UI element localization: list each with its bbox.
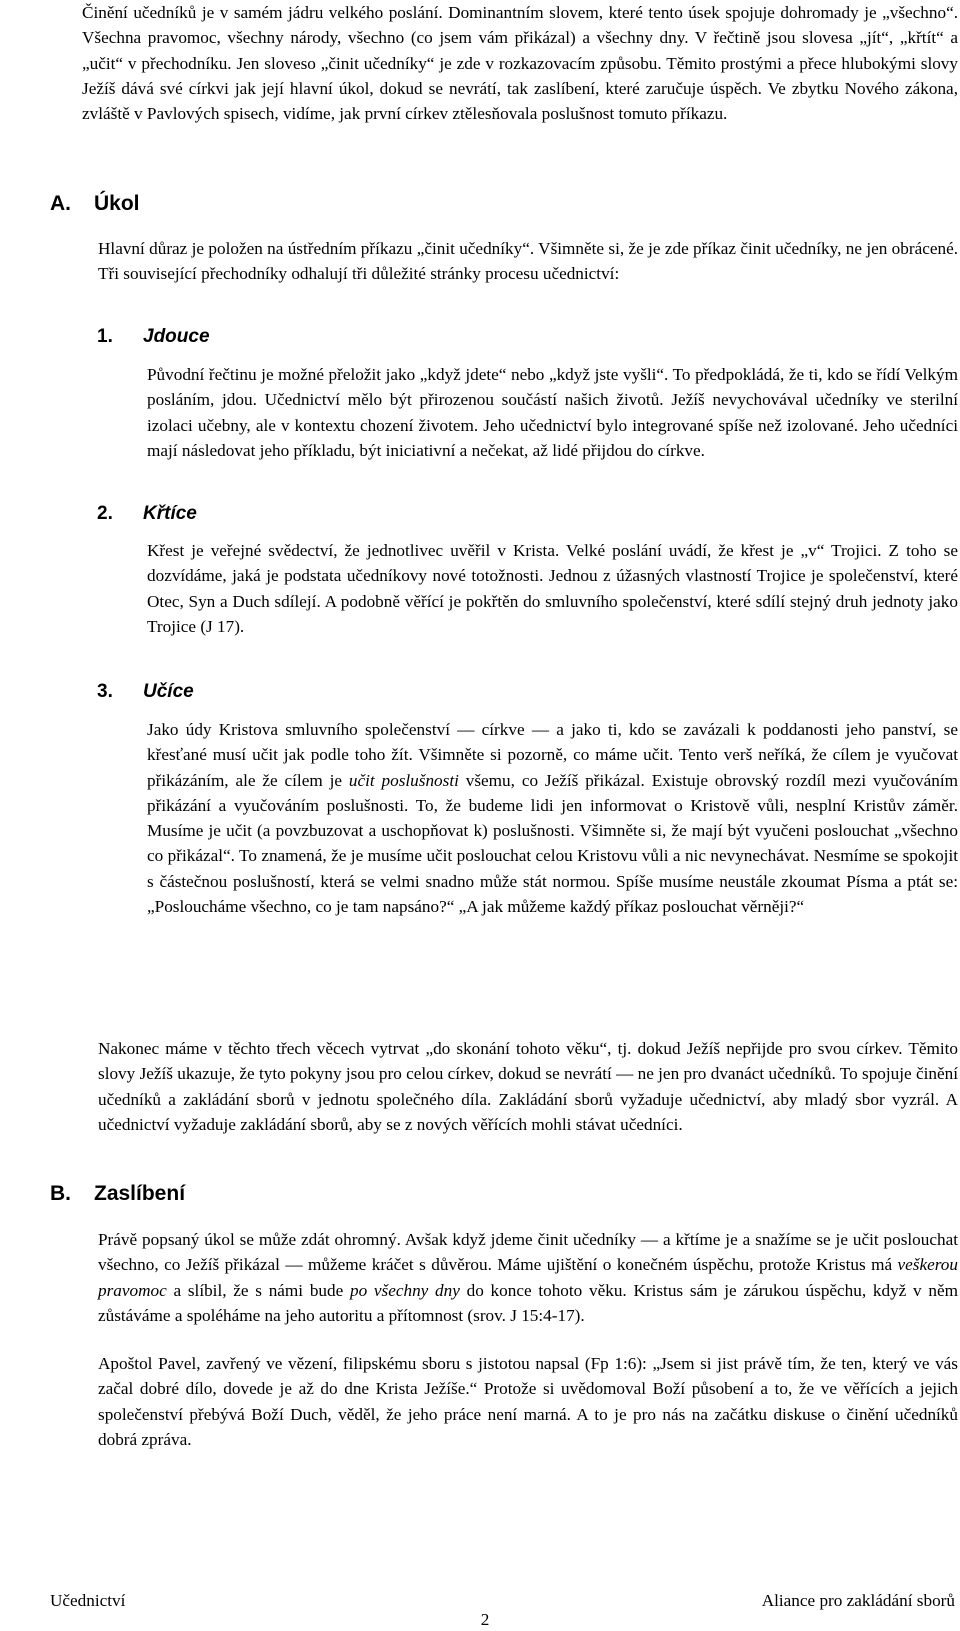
item-3-heading bbox=[97, 680, 397, 704]
footer-right: Aliance pro zakládání sborů bbox=[761, 1591, 955, 1610]
page-number: 2 bbox=[480, 1610, 490, 1629]
item-2-text: Křest je veřejné svědectví, že jednotlivec uvěřil v Krista. Velké poslání uvádí, že křest je „v“ Trojici. Z toho se dozvídáme, jaká je podstata učedníkovy nové totožnosti. Jednou z úžasných vlastností Trojice je společenství, které Otec, Syn a Duch sdílejí. A podobně věřící je pokřtěn do smluvního společenství, které sdílí stejný druh jednoty jako Trojice (J 17). bbox=[147, 541, 958, 636]
intro-paragraph: Činění učedníků je v samém jádru velkého poslání. Dominantním slovem, které tento úsek spojuje dohromady je „všechno“. Všechna pravomoc, všechny národy, všechno (co jsem vám přikázal) a všechny dny. V řečtině jsou slovesa „jít“, „křtít“ a „učit“ v přechodníku. Jen sloveso „činit učedníky“ je zde v rozkazovacím způsobu. Těmito prostými a přece hlubokými slovy Ježíš dává své církvi jak její hlavní úkol, dokud se nevrátí, tak zaslíbení, které zaručuje úspěch. Ve zbytku Nového zákona, zvláště v Pavlových spisech, vidíme, jak první církev ztělesňovala poslušnost tomuto příkazu. bbox=[82, 3, 958, 124]
item-3-number: 3. bbox=[97, 681, 113, 702]
item-3-title: Učíce bbox=[143, 681, 194, 702]
section-b-p1-part3: do konce tohoto věku. Kristus sám je zárukou úspěchu, když v něm zůstáváme a spoléháme na jeho autoritu a přítomnost (srov. J 15:4-17). bbox=[98, 1280, 958, 1325]
section-b-paragraph-2: Apoštol Pavel, zavřený ve vězení, filipskému sboru s jistotou napsal (Fp 1:6): „Jsem si jist právě tím, že ten, který ve vás začal dobré dílo, dovede je až do dne Krista Ježíše.“ Protože si uvědomoval Boží působení a to, že ve věřících a jejich společenství přebývá Boží Duch, věděl, že jeho práce není marná. A to je pro nás na začátku diskuse o činění učedníků dobrá zpráva. bbox=[98, 1354, 958, 1449]
section-b-letter: B. bbox=[50, 1182, 71, 1205]
section-b-p1-emphasis-1: veškerou pravomoc bbox=[98, 1255, 958, 1300]
section-b-p1-part1: Právě popsaný úkol se může zdát ohromný. Avšak když jdeme činit učedníky — a křtíme je a snažíme se je učit poslouchat všechno, co Ježíš přikázal — můžeme kráčet s důvěrou. Máme ujištění o konečném úspěchu, protože Kristus má bbox=[98, 1230, 958, 1275]
section-a-letter: A. bbox=[50, 192, 71, 215]
section-a-title: Úkol bbox=[94, 192, 140, 215]
item-2-title: Křtíce bbox=[143, 503, 197, 524]
item-3-text-before: Jako údy Kristova smluvního společenství — církve — a jako ti, kdo se zavázali k poddanosti jeho panství, se křesťané musí učit jak podle toho žít. Všimněte si pozorně, co máme učit. Tento verš neříká, že cílem je vyučovat přikázáním, ale že cílem je bbox=[147, 720, 958, 790]
item-1-heading bbox=[97, 325, 397, 349]
section-b-p1-part2: a slíbil, že s námi bude bbox=[166, 1280, 350, 1300]
item-1-number: 1. bbox=[97, 326, 113, 347]
item-1-title: Jdouce bbox=[143, 326, 210, 347]
section-b-paragraph-1 bbox=[98, 1227, 958, 1328]
item-3-text bbox=[147, 717, 958, 919]
item-2-number: 2. bbox=[97, 503, 113, 524]
section-a-intro: Hlavní důraz je položen na ústředním příkazu „činit učedníky“. Všimněte si, že je zde příkaz činit učedníky, ne jen obrácené. Tři související přechodníky odhalují tři důležité stránky procesu učednictví: bbox=[98, 239, 958, 284]
section-a-heading bbox=[50, 191, 350, 217]
section-b-heading bbox=[50, 1181, 350, 1207]
item-2-heading bbox=[97, 502, 397, 526]
footer-left: Učednictví bbox=[50, 1591, 126, 1610]
section-b-p1-emphasis-2: po všechny dny bbox=[349, 1280, 460, 1300]
section-b-title: Zaslíbení bbox=[94, 1182, 186, 1205]
item-1-text: Původní řečtinu je možné přeložit jako „když jdete“ nebo „když jste vyšli“. To předpokládá, že ti, kdo se řídí Velkým posláním, jdou. Učednictví mělo být přirozenou součástí našich životů. Ježíš nevychovával učedníky ve sterilní izolaci učebny, ale v kontextu chození životem. Jeho učednictví bylo integrované spíše než izolované. Jeho učedníci mají následovat jeho příkladu, být iniciativní a nečekat, až lidé přijdou do církve. bbox=[147, 365, 958, 460]
section-a-closing: Nakonec máme v těchto třech věcech vytrvat „do skonání tohoto věku“, tj. dokud Ježíš nepřijde pro svou církev. Těmito slovy Ježíš ukazuje, že tyto pokyny jsou pro celou církev, dokud se nevrátí — ne jen pro dvanáct učedníků. To spojuje činění učedníků a zakládání sborů v jednotu společného díla. Zakládání sborů vyžaduje učednictví, aby mladý sbor vyzrál. A učednictví vyžaduje zakládání sborů, aby se z nových věřících mohli stávat učedníci. bbox=[98, 1039, 958, 1134]
item-3-text-after: všemu, co Ježíš přikázal. Existuje obrovský rozdíl mezi vyučováním přikázání a vyučováním poslušnosti. To, že budeme lidi jen informovat o Kristově vůli, nesplní Kristův záměr. Musíme je učit (a povzbuzovat a uschopňovat k) poslušnosti. Všimněte si, že mají být vyučeni poslouchat „všechno co přikázal“. To znamená, že je musíme učit poslouchat celou Kristovu vůli a nic nevynechávat. Nesmíme se spokojit s částečnou poslušností, která se velmi snadno může stát normou. Spíše musíme neustále zkoumat Písma a ptát se: „Posloucháme všechno, co je tam napsáno?“ „A jak můžeme každý příkaz poslouchat věrněji?“ bbox=[147, 770, 958, 917]
item-3-text-emphasis: učit poslušnosti bbox=[348, 770, 459, 790]
